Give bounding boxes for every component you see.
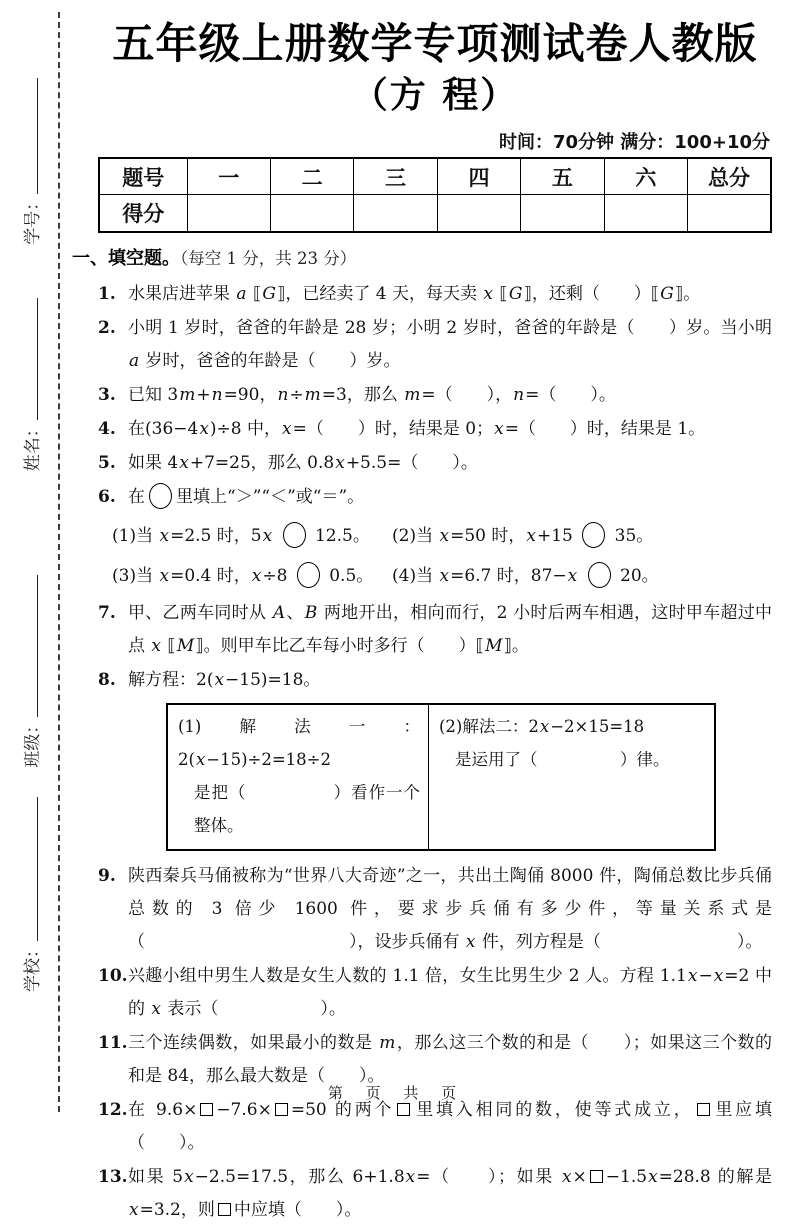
solution-methods-box: [166, 703, 716, 851]
score-col-2: 二: [270, 158, 353, 195]
question-item: [98, 860, 772, 959]
school-label: 学校：: [23, 941, 43, 992]
question-number: 11.: [98, 1032, 128, 1053]
score-table-corner: 题号: [99, 158, 187, 195]
question-number: 3.: [98, 384, 116, 405]
score-cell: [270, 195, 353, 232]
question-item: [98, 278, 772, 311]
score-col-3: 三: [354, 158, 437, 195]
question-item: [98, 447, 772, 480]
sub-question: (2)当 x=50 时，x+15 35。: [392, 516, 772, 556]
compare-circle-blank: [297, 562, 320, 588]
class-label: 班级：: [23, 716, 43, 768]
sub-questions: [112, 516, 772, 596]
solution-cell-left: [168, 705, 428, 849]
square-blank: [200, 1103, 213, 1116]
score-cell: [521, 195, 604, 232]
name-blank-line: [19, 298, 38, 420]
compare-circle-blank: [588, 562, 611, 588]
question-item: [98, 960, 772, 1026]
page-footer: 第 页 共 页: [327, 1084, 466, 1102]
square-blank: [590, 1170, 603, 1183]
score-table-header-row: [99, 158, 771, 195]
solution-line: 是运用了（ ）律。: [455, 749, 670, 769]
question-item: [98, 312, 772, 378]
score-row-label: 得分: [99, 195, 187, 232]
question-number: 9.: [98, 865, 116, 886]
sub-question: (3)当 x=0.4 时，x÷8 0.5。: [112, 556, 392, 596]
question-item: [98, 597, 772, 663]
question-text: 小明 1 岁时，爸爸的年龄是 28 岁；小明 2 岁时，爸爸的年龄是（ ）岁。当小明 a 岁时，爸爸的年龄是（ ）岁。: [128, 317, 772, 371]
score-cell: [437, 195, 520, 232]
score-table: [98, 157, 772, 233]
solution-line: (1)解法一：2(x−15)÷2=18÷2: [178, 716, 420, 769]
score-col-5: 五: [521, 158, 604, 195]
score-col-total: 总分: [688, 158, 771, 195]
question-number: 5.: [98, 452, 116, 473]
score-table-score-row: [99, 195, 771, 232]
square-blank: [275, 1103, 288, 1116]
solution-cell-right: [428, 705, 714, 849]
question-text: 甲、乙两车同时从 A、B 两地开出，相向而行，2 小时后两车相遇，这时甲车超过中点 x ⟦M⟧。则甲车比乙车每小时多行（ ）⟦M⟧。: [128, 602, 773, 656]
exam-meta: 时间：70分钟 满分：100+10分: [498, 131, 770, 153]
score-cell: [688, 195, 771, 232]
question-number: 8.: [98, 669, 116, 690]
question-text: 水果店进苹果 a ⟦G⟧，已经卖了 4 天，每天卖 x ⟦G⟧，还剩（ ）⟦G⟧。: [128, 283, 701, 304]
question-number: 12.: [98, 1099, 128, 1120]
square-blank: [397, 1103, 410, 1116]
student-number-blank-line: [19, 78, 38, 194]
score-cell: [604, 195, 687, 232]
square-blank: [697, 1103, 710, 1116]
question-text: 在 9.6× −7.6× =50 的两个 里填入相同的数，使等式成立， 里应填（ ）。: [128, 1099, 772, 1153]
question-number: 7.: [98, 602, 116, 623]
paper-body: [72, 19, 773, 1228]
question-item: [98, 1161, 772, 1227]
section-title: 一、填空题。: [72, 247, 180, 269]
question-text: 如果 5x−2.5=17.5，那么 6+1.8x=（ ）；如果 x× −1.5x=28.8 的解是 x=3.2，则 中应填（ ）。: [128, 1166, 773, 1220]
sub-question: (4)当 x=6.7 时，87−x 20。: [392, 556, 772, 596]
name-field: [18, 298, 43, 471]
solution-line: 是把（ ）看作一个整体。: [194, 782, 420, 835]
class-blank-line: [19, 575, 38, 717]
section-heading: [72, 246, 772, 272]
score-col-1: 一: [187, 158, 270, 195]
class-field: [18, 575, 43, 768]
question-number: 10.: [98, 965, 128, 986]
school-blank-line: [19, 797, 38, 941]
question-text: 已知 3m+n=90，n÷m=3，那么 m=（ ），n=（ ）。: [128, 384, 616, 405]
compare-circle-blank: [283, 522, 306, 548]
question-number: 2.: [98, 317, 116, 338]
question-number: 4.: [98, 418, 116, 439]
question-text: 在 里填上“＞”“＜”或“＝”。 (1)当 x=2.5 时，5x 12.5。 (2)当 x=50 时，x+15 35。 (3)当 x=0.4 时，x÷8 0.5。 (4)当 x=6.7 时，87−x 20。: [128, 481, 772, 596]
question-text: 陕西秦兵马俑被称为“世界八大奇迹”之一，共出土陶俑 8000 件，陶俑总数比步兵俑总数的 3 倍少 1600 件，要求步兵俑有多少件，等量关系式是（ ），设步兵俑有 x 件，列方程是（ ）。: [128, 865, 772, 952]
question-item: [98, 664, 772, 859]
question-text: 如果 4x+7=25，那么 0.8x+5.5=（ ）。: [128, 452, 478, 473]
question-item: [98, 481, 772, 596]
score-cell: [354, 195, 437, 232]
compare-circle-blank: [149, 483, 172, 509]
name-label: 姓名：: [23, 420, 43, 472]
student-number-label: 学号：: [23, 193, 43, 245]
solution-line: (2)解法二：2x−2×15=18: [439, 716, 645, 736]
question-text: 兴趣小组中男生人数是女生人数的 1.1 倍，女生比男生少 2 人。方程 1.1x−x=2 中的 x 表示（ ）。: [128, 965, 773, 1019]
question-number: 13.: [98, 1166, 128, 1187]
question-number: 1.: [98, 283, 116, 304]
score-col-6: 六: [604, 158, 687, 195]
question-item: [98, 413, 772, 446]
question-text: 解方程：2(x−15)=18。 (1)解法一：2(x−15)÷2=18÷2 是把（ ）看作一个整体。 (2)解法二：2x−2×15=18 是运用了（ ）律。: [128, 664, 772, 859]
question-item: [98, 1094, 772, 1160]
question-number: 6.: [98, 486, 116, 507]
page-subtitle: （方 程）: [351, 75, 519, 117]
sub-question: (1)当 x=2.5 时，5x 12.5。: [112, 516, 392, 556]
score-col-4: 四: [437, 158, 520, 195]
square-blank: [218, 1203, 231, 1216]
section-note: （每空 1 分，共 23 分）: [180, 248, 357, 268]
question-text: 在(36−4x)÷8 中，x=（ ）时，结果是 0；x=（ ）时，结果是 1。: [128, 418, 706, 439]
compare-circle-blank: [582, 522, 605, 548]
score-cell: [187, 195, 270, 232]
question-text: 三个连续偶数，如果最小的数是 m，那么这三个数的和是（ ）；如果这三个数的和是 84，那么最大数是（ ）。: [128, 1032, 773, 1086]
page-title: 五年级上册数学专项测试卷人教版: [112, 19, 758, 68]
question-item: [98, 379, 772, 412]
student-number-field: [18, 78, 43, 245]
school-field: [18, 797, 43, 992]
student-info-strip: [0, 0, 60, 1122]
